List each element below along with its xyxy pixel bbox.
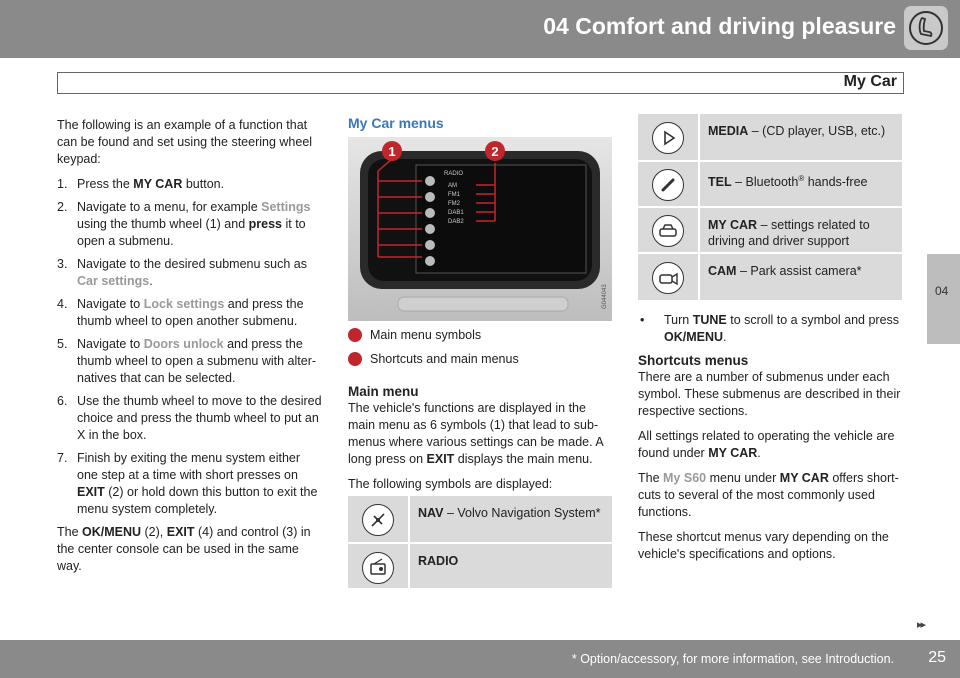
navigation-icon [362, 504, 394, 536]
screen-item-dab2: DAB2 [448, 219, 464, 225]
symbol-name: MY CAR [708, 218, 758, 232]
main-menu-section [348, 383, 613, 501]
screen-item-am: AM [448, 183, 457, 189]
list-item: 2. Navigate to a menu, for example Settings using the thumb wheel (1) and press it to open a submenu. [57, 200, 311, 248]
next-page-arrow-icon: ▸▸ [917, 619, 925, 631]
symbol-row [348, 544, 612, 590]
legend-label-2: Shortcuts and main menus [370, 352, 519, 366]
shortcuts-text-4: These shortcut menus vary depending on the vehicle's specifications and options. [638, 530, 889, 561]
page-number: 25 [928, 649, 946, 666]
seat-icon [904, 6, 948, 50]
list-item: 3. Navigate to the desired submenu such as Car settings. [57, 257, 307, 288]
shortcuts-text-2: All settings related to operating the vehicle are found under MY CAR. [638, 429, 895, 460]
list-item: 5. Navigate to Doors unlock and press the thumb wheel to open a submenu with alter-natives that can be selected. [57, 337, 317, 385]
column-1 [57, 117, 322, 583]
column-2 [348, 115, 613, 132]
shortcuts-section [638, 352, 908, 571]
shortcuts-heading: Shortcuts menus [638, 353, 749, 368]
symbol-desc: – Volvo Navigation System* [443, 506, 601, 520]
page-footer [0, 640, 960, 678]
legend-marker-1 [348, 328, 362, 342]
list-item: 7. Finish by exiting the menu system either one step at a time with short presses on EXIT (2) or hold down this button to exit the menu system completely. [57, 451, 318, 516]
tune-instruction: • Turn TUNE to scroll to a symbol and press OK/MENU. [640, 313, 900, 344]
chapter-tab-label: 04 [935, 284, 949, 298]
phone-icon [652, 169, 684, 201]
symbol-row [348, 496, 612, 544]
symbol-name: CAM [708, 264, 737, 278]
outro-text: The OK/MENU (2), EXIT (4) and control (3) in the center console can be used in the same way. [57, 525, 311, 573]
page-header [0, 0, 960, 58]
registered-mark: ® [798, 174, 805, 183]
screen-item-fm2: FM2 [448, 201, 460, 207]
section-heading: My Car menus [348, 115, 444, 131]
screen-item-dab1: DAB1 [448, 210, 464, 216]
intro-text: The following is an example of a function that can be found and set using the steering wheel keypad: [57, 118, 313, 166]
symbol-desc: – Park assist camera* [736, 264, 862, 278]
chapter-title: 04 Comfort and driving pleasure [543, 13, 896, 39]
image-code: G044043 [602, 284, 608, 309]
symbol-desc: – settings related to driving and driver support [708, 218, 870, 248]
dashboard-photo [348, 137, 612, 321]
main-menu-text: The vehicle's functions are displayed in the main menu as 6 symbols (1) that lead to sub-menus where various settings can be made. A long press on EXIT displays the main menu. [348, 401, 604, 466]
screen-item-fm1: FM1 [448, 192, 460, 198]
symbol-name: TEL [708, 175, 732, 190]
legend-label-1: Main menu symbols [370, 328, 482, 342]
camera-car-icon [652, 262, 684, 294]
symbol-table-1 [348, 496, 612, 590]
callout-2-number: 2 [491, 144, 499, 159]
side-strip [927, 58, 960, 640]
symbol-row [638, 208, 902, 254]
bullet-symbol: • [640, 313, 645, 327]
list-item: 4. Navigate to Lock settings and press the thumb wheel to open another submenu. [57, 297, 304, 328]
symbols-intro: The following symbols are displayed: [348, 477, 553, 491]
steps-list [57, 176, 322, 518]
callout-1-number: 1 [388, 144, 396, 159]
symbol-desc: – (CD player, USB, etc.) [748, 124, 886, 138]
main-menu-heading: Main menu [348, 384, 419, 399]
footnote: * Option/accessory, for more information, see Introduction. [571, 652, 894, 666]
list-item: 1. Press the MY CAR button. [57, 177, 225, 191]
symbol-name: NAV [418, 506, 444, 520]
symbol-desc-2: hands-free [804, 175, 868, 190]
shortcuts-text-1: There are a number of submenus under each symbol. These submenus are described in their respective sections. [638, 370, 901, 418]
play-icon [652, 122, 684, 154]
symbol-row [638, 114, 902, 162]
legend-marker-2 [348, 352, 362, 366]
section-bar [57, 72, 904, 94]
screen-item-radio: RADIO [444, 171, 464, 177]
section-title: My Car [843, 73, 897, 90]
radio-icon [362, 552, 394, 584]
car-icon [652, 215, 684, 247]
symbol-row [638, 254, 902, 302]
symbol-name: MEDIA [708, 124, 749, 138]
symbol-desc: – Bluetooth [731, 175, 799, 190]
symbol-row [638, 162, 902, 208]
shortcuts-text-3: The My S60 menu under MY CAR offers short-cuts to several of the most commonly used functions. [638, 471, 899, 519]
chapter-tab [927, 254, 960, 344]
list-item: 6. Use the thumb wheel to move to the desired choice and press the thumb wheel to put an X in the box. [57, 394, 322, 442]
symbol-table-2 [638, 114, 902, 302]
symbol-name: RADIO [418, 554, 459, 568]
